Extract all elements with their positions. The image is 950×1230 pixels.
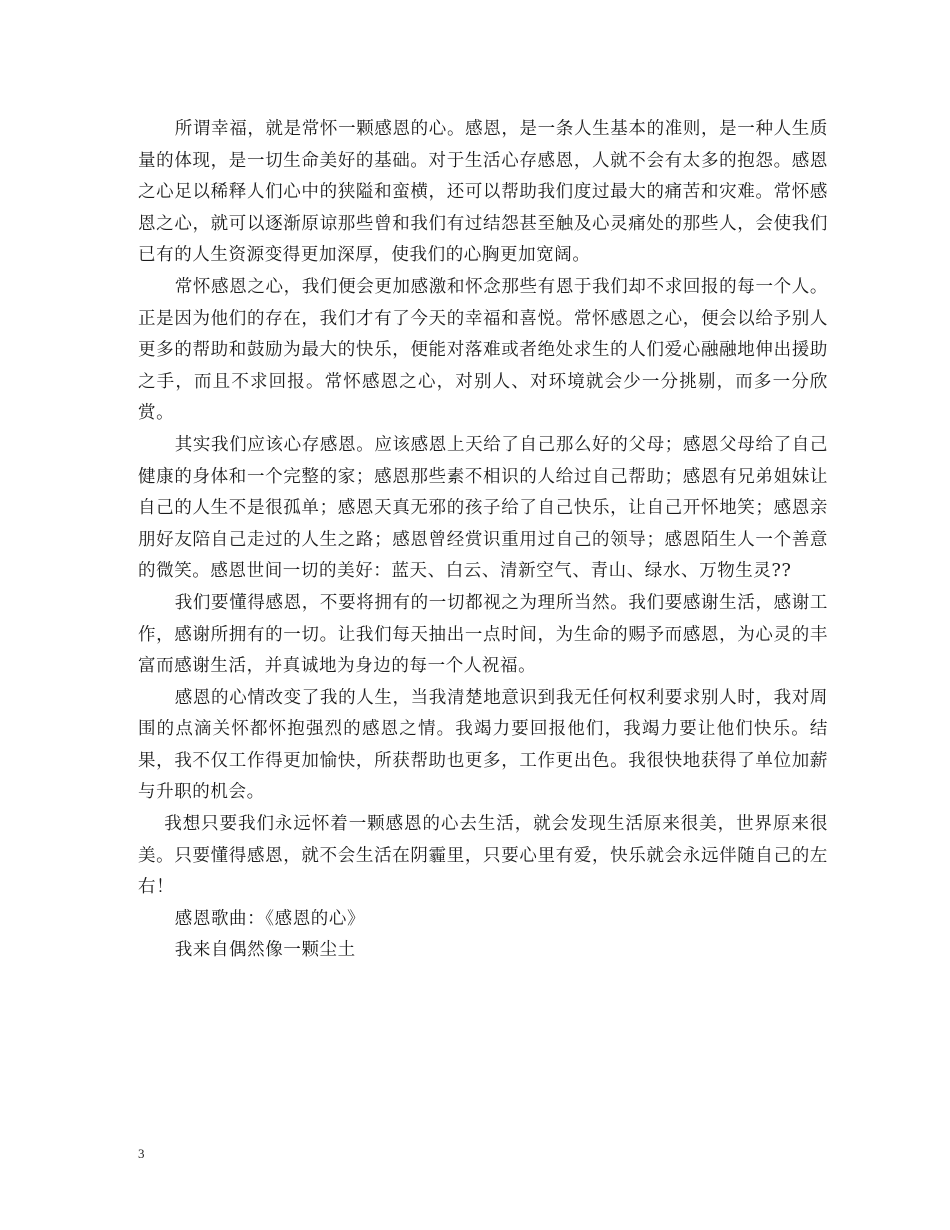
- document-body: [138, 114, 828, 967]
- paragraph-gratitude-heart: 常怀感恩之心，我们便会更加感激和怀念那些有恩于我们却不求回报的每一个人。正是因为他们的存在，我们才有了今天的幸福和喜悦。常怀感恩之心，便会以给予别人更多的帮助和鼓励为最大的快乐，便能对落难或者绝处求生的人们爱心融融地伸出援助之手，而且不求回报。常怀感恩之心，对别人、对环境就会少一分挑剔，而多一分欣赏。: [138, 276, 828, 424]
- paragraph-song-lyric: 我来自偶然像一颗尘土: [174, 940, 356, 961]
- paragraph-be-grateful: 其实我们应该心存感恩。应该感恩上天给了自己那么好的父母；感恩父母给了自己健康的身体和一个完整的家；感恩那些素不相识的人给过自己帮助；感恩有兄弟姐妹让自己的人生不是很孤单；感恩天真无邪的孩子给了自己快乐，让自己开怀地笑；感恩亲朋好友陪自己走过的人生之路；感恩曾经赏识重用过自己的领导；感恩陌生人一个善意的微笑。感恩世间一切的美好：蓝天、白云、清新空气、青山、绿水、万物生灵??: [138, 434, 828, 582]
- paragraph-changed-my-life: 感恩的心情改变了我的人生，当我清楚地意识到我无任何权利要求别人时，我对周围的点滴关怀都怀抱强烈的感恩之情。我竭力要回报他们，我竭力要让他们快乐。结果，我不仅工作得更加愉快，所获帮助也更多，工作更出色。我很快地获得了单位加薪与升职的机会。: [138, 687, 828, 803]
- paragraph-life-is-beautiful: 我想只要我们永远怀着一颗感恩的心去生活，就会发现生活原来很美，世界原来很美。只要懂得感恩，就不会生活在阴霾里，只要心里有爱，快乐就会永远伴随自己的左右！: [138, 814, 828, 898]
- paragraph-understand-gratitude: 我们要懂得感恩，不要将拥有的一切都视之为理所当然。我们要感谢生活，感谢工作，感谢所拥有的一切。让我们每天抽出一点时间，为生命的赐予而感恩，为心灵的丰富而感谢生活，并真诚地为身边的每一个人祝福。: [138, 592, 828, 677]
- paragraph-song-title: 感恩歌曲：《感恩的心》: [174, 908, 366, 929]
- page-number: 3: [138, 1146, 145, 1161]
- paragraph-happiness: 所谓幸福，就是常怀一颗感恩的心。感恩，是一条人生基本的准则，是一种人生质量的体现，是一切生命美好的基础。对于生活心存感恩，人就不会有太多的抱怨。感恩之心足以稀释人们心中的狭隘和蛮横，还可以帮助我们度过最大的痛苦和灾难。常怀感恩之心，就可以逐渐原谅那些曾和我们有过结怨甚至触及心灵痛处的那些人，会使我们已有的人生资源变得更加深厚，使我们的心胸更加宽阔。: [138, 119, 828, 266]
